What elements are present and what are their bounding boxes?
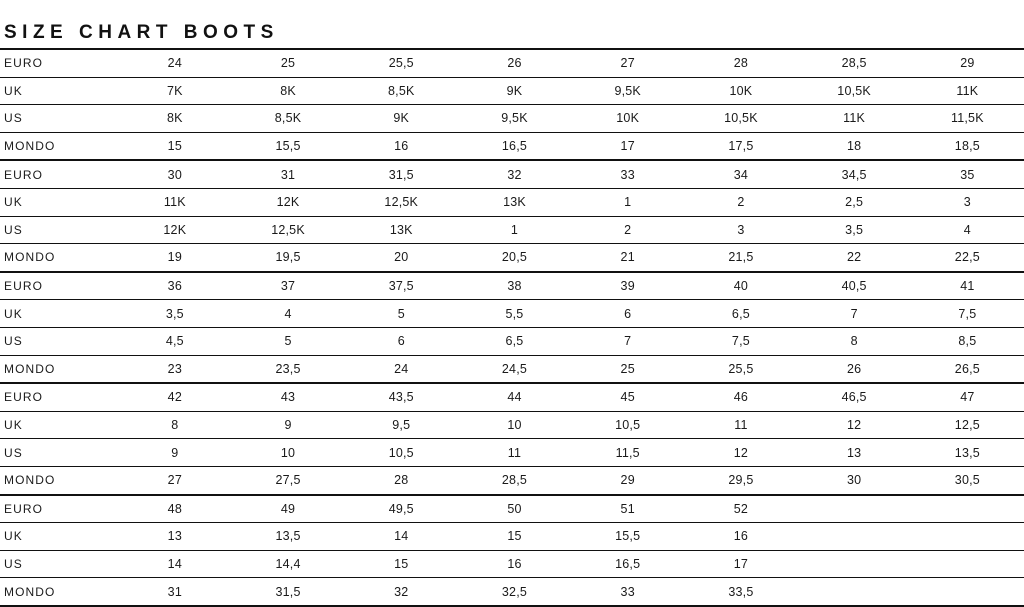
size-cell: 29 <box>911 49 1024 77</box>
size-cell: 28,5 <box>798 49 911 77</box>
size-cell: 9 <box>231 411 344 439</box>
size-cell: 12 <box>798 411 911 439</box>
size-cell: 17 <box>684 550 797 578</box>
size-cell: 33 <box>571 578 684 606</box>
size-cell: 10 <box>231 439 344 467</box>
table-row <box>0 383 1024 411</box>
size-cell: 6,5 <box>684 300 797 328</box>
row-label: US <box>0 105 118 133</box>
row-label: UK <box>0 188 118 216</box>
size-cell: 7K <box>118 77 231 105</box>
table-row <box>0 49 1024 77</box>
table-row <box>0 77 1024 105</box>
row-label: US <box>0 439 118 467</box>
size-cell: 31 <box>118 578 231 606</box>
size-cell: 37 <box>231 272 344 300</box>
size-cell: 28,5 <box>458 466 571 494</box>
size-cell: 4,5 <box>118 327 231 355</box>
row-label: EURO <box>0 49 118 77</box>
size-cell: 44 <box>458 383 571 411</box>
size-cell: 42 <box>118 383 231 411</box>
size-cell: 43,5 <box>345 383 458 411</box>
size-cell: 9K <box>458 77 571 105</box>
size-cell: 33 <box>571 160 684 188</box>
size-cell: 3 <box>911 188 1024 216</box>
size-cell <box>911 578 1024 606</box>
size-cell: 33,5 <box>684 578 797 606</box>
size-cell: 8,5 <box>911 327 1024 355</box>
size-cell: 11K <box>911 77 1024 105</box>
size-cell: 15,5 <box>571 523 684 551</box>
size-cell: 22 <box>798 244 911 272</box>
size-cell: 10K <box>684 77 797 105</box>
size-cell: 28 <box>345 466 458 494</box>
size-cell: 25 <box>231 49 344 77</box>
size-cell: 6,5 <box>458 327 571 355</box>
size-cell: 25,5 <box>684 355 797 383</box>
size-cell: 16 <box>345 132 458 160</box>
size-cell: 32 <box>345 578 458 606</box>
size-cell: 29 <box>571 466 684 494</box>
size-cell: 15 <box>118 132 231 160</box>
row-label: MONDO <box>0 355 118 383</box>
size-cell: 40 <box>684 272 797 300</box>
size-cell: 10 <box>458 411 571 439</box>
size-cell: 19,5 <box>231 244 344 272</box>
size-cell: 11K <box>118 188 231 216</box>
size-cell: 21,5 <box>684 244 797 272</box>
size-cell: 32,5 <box>458 578 571 606</box>
size-cell: 11,5K <box>911 105 1024 133</box>
size-cell: 10,5K <box>798 77 911 105</box>
size-cell: 24 <box>118 49 231 77</box>
size-cell: 8 <box>798 327 911 355</box>
size-cell: 35 <box>911 160 1024 188</box>
size-cell: 11 <box>458 439 571 467</box>
size-cell: 28 <box>684 49 797 77</box>
size-cell: 7,5 <box>911 300 1024 328</box>
size-cell: 15 <box>458 523 571 551</box>
row-label: UK <box>0 77 118 105</box>
size-cell: 20 <box>345 244 458 272</box>
size-cell: 13K <box>458 188 571 216</box>
size-cell: 31,5 <box>231 578 344 606</box>
size-cell <box>798 523 911 551</box>
size-cell: 10,5 <box>345 439 458 467</box>
size-cell: 9 <box>118 439 231 467</box>
size-cell: 25 <box>571 355 684 383</box>
size-cell: 27 <box>571 49 684 77</box>
size-cell: 12K <box>118 216 231 244</box>
size-chart-table <box>0 48 1024 607</box>
size-cell: 14 <box>345 523 458 551</box>
size-cell: 19 <box>118 244 231 272</box>
size-cell: 16,5 <box>458 132 571 160</box>
row-label: MONDO <box>0 578 118 606</box>
size-cell: 29,5 <box>684 466 797 494</box>
size-cell: 11 <box>684 411 797 439</box>
size-cell: 27,5 <box>231 466 344 494</box>
row-label: US <box>0 327 118 355</box>
size-cell: 51 <box>571 495 684 523</box>
size-cell: 38 <box>458 272 571 300</box>
size-cell: 1 <box>571 188 684 216</box>
table-row <box>0 216 1024 244</box>
row-label: MONDO <box>0 244 118 272</box>
size-cell: 26,5 <box>911 355 1024 383</box>
size-cell: 8K <box>118 105 231 133</box>
table-row <box>0 578 1024 606</box>
size-cell: 9,5K <box>458 105 571 133</box>
size-cell: 22,5 <box>911 244 1024 272</box>
size-cell: 26 <box>798 355 911 383</box>
size-cell: 4 <box>231 300 344 328</box>
size-cell <box>911 495 1024 523</box>
size-cell: 21 <box>571 244 684 272</box>
size-cell: 46 <box>684 383 797 411</box>
size-cell: 34,5 <box>798 160 911 188</box>
size-cell <box>798 550 911 578</box>
size-cell: 16 <box>458 550 571 578</box>
size-cell: 12 <box>684 439 797 467</box>
size-cell: 2,5 <box>798 188 911 216</box>
size-cell: 26 <box>458 49 571 77</box>
size-cell: 13,5 <box>231 523 344 551</box>
row-label: EURO <box>0 383 118 411</box>
row-label: US <box>0 550 118 578</box>
size-cell: 9K <box>345 105 458 133</box>
size-cell: 3,5 <box>798 216 911 244</box>
size-cell: 8K <box>231 77 344 105</box>
size-cell: 49,5 <box>345 495 458 523</box>
size-cell: 8 <box>118 411 231 439</box>
size-cell: 2 <box>684 188 797 216</box>
size-cell <box>798 495 911 523</box>
size-cell: 9,5 <box>345 411 458 439</box>
row-label: EURO <box>0 272 118 300</box>
size-cell: 15,5 <box>231 132 344 160</box>
size-cell: 10,5K <box>684 105 797 133</box>
size-cell: 5,5 <box>458 300 571 328</box>
size-cell: 12,5K <box>231 216 344 244</box>
size-cell: 16 <box>684 523 797 551</box>
size-cell: 13 <box>798 439 911 467</box>
size-cell <box>798 578 911 606</box>
size-cell: 13 <box>118 523 231 551</box>
size-cell: 24,5 <box>458 355 571 383</box>
size-cell: 23 <box>118 355 231 383</box>
row-label: UK <box>0 411 118 439</box>
size-cell: 20,5 <box>458 244 571 272</box>
table-row <box>0 244 1024 272</box>
size-cell: 32 <box>458 160 571 188</box>
size-cell: 30 <box>118 160 231 188</box>
table-row <box>0 272 1024 300</box>
row-label: EURO <box>0 160 118 188</box>
size-cell: 8,5K <box>231 105 344 133</box>
size-cell: 14 <box>118 550 231 578</box>
size-cell: 2 <box>571 216 684 244</box>
table-row <box>0 160 1024 188</box>
size-cell: 7 <box>571 327 684 355</box>
row-label: US <box>0 216 118 244</box>
size-cell: 16,5 <box>571 550 684 578</box>
size-cell: 8,5K <box>345 77 458 105</box>
size-cell: 3 <box>684 216 797 244</box>
row-label: UK <box>0 300 118 328</box>
size-cell: 25,5 <box>345 49 458 77</box>
size-cell: 43 <box>231 383 344 411</box>
size-cell: 46,5 <box>798 383 911 411</box>
table-row <box>0 439 1024 467</box>
size-cell: 40,5 <box>798 272 911 300</box>
size-cell: 7,5 <box>684 327 797 355</box>
size-cell: 13K <box>345 216 458 244</box>
table-row <box>0 132 1024 160</box>
size-cell: 30 <box>798 466 911 494</box>
size-cell: 5 <box>231 327 344 355</box>
size-cell: 18,5 <box>911 132 1024 160</box>
size-cell: 45 <box>571 383 684 411</box>
size-cell: 11,5 <box>571 439 684 467</box>
table-row <box>0 411 1024 439</box>
size-cell: 15 <box>345 550 458 578</box>
size-cell: 31 <box>231 160 344 188</box>
size-cell: 18 <box>798 132 911 160</box>
size-cell <box>911 550 1024 578</box>
size-cell: 47 <box>911 383 1024 411</box>
size-cell: 49 <box>231 495 344 523</box>
size-cell: 13,5 <box>911 439 1024 467</box>
table-row <box>0 523 1024 551</box>
size-cell: 11K <box>798 105 911 133</box>
size-cell: 50 <box>458 495 571 523</box>
row-label: EURO <box>0 495 118 523</box>
size-cell: 17,5 <box>684 132 797 160</box>
size-cell: 41 <box>911 272 1024 300</box>
size-cell: 36 <box>118 272 231 300</box>
size-cell: 12K <box>231 188 344 216</box>
table-row <box>0 105 1024 133</box>
row-label: MONDO <box>0 132 118 160</box>
size-cell: 12,5K <box>345 188 458 216</box>
size-cell: 52 <box>684 495 797 523</box>
size-cell: 31,5 <box>345 160 458 188</box>
size-cell: 9,5K <box>571 77 684 105</box>
size-chart-body <box>0 49 1024 606</box>
table-row <box>0 466 1024 494</box>
size-cell: 14,4 <box>231 550 344 578</box>
size-cell: 3,5 <box>118 300 231 328</box>
table-row <box>0 188 1024 216</box>
size-cell: 4 <box>911 216 1024 244</box>
size-cell: 6 <box>345 327 458 355</box>
size-cell: 1 <box>458 216 571 244</box>
size-cell <box>911 523 1024 551</box>
size-cell: 24 <box>345 355 458 383</box>
size-cell: 17 <box>571 132 684 160</box>
size-cell: 23,5 <box>231 355 344 383</box>
size-cell: 34 <box>684 160 797 188</box>
size-cell: 39 <box>571 272 684 300</box>
row-label: MONDO <box>0 466 118 494</box>
size-cell: 6 <box>571 300 684 328</box>
size-cell: 27 <box>118 466 231 494</box>
size-cell: 5 <box>345 300 458 328</box>
page-title: SIZE CHART BOOTS <box>4 22 279 43</box>
size-cell: 10,5 <box>571 411 684 439</box>
size-cell: 37,5 <box>345 272 458 300</box>
table-row <box>0 327 1024 355</box>
table-row <box>0 495 1024 523</box>
size-cell: 30,5 <box>911 466 1024 494</box>
size-cell: 12,5 <box>911 411 1024 439</box>
size-cell: 7 <box>798 300 911 328</box>
table-row <box>0 355 1024 383</box>
row-label: UK <box>0 523 118 551</box>
size-cell: 48 <box>118 495 231 523</box>
size-cell: 10K <box>571 105 684 133</box>
table-row <box>0 550 1024 578</box>
table-row <box>0 300 1024 328</box>
